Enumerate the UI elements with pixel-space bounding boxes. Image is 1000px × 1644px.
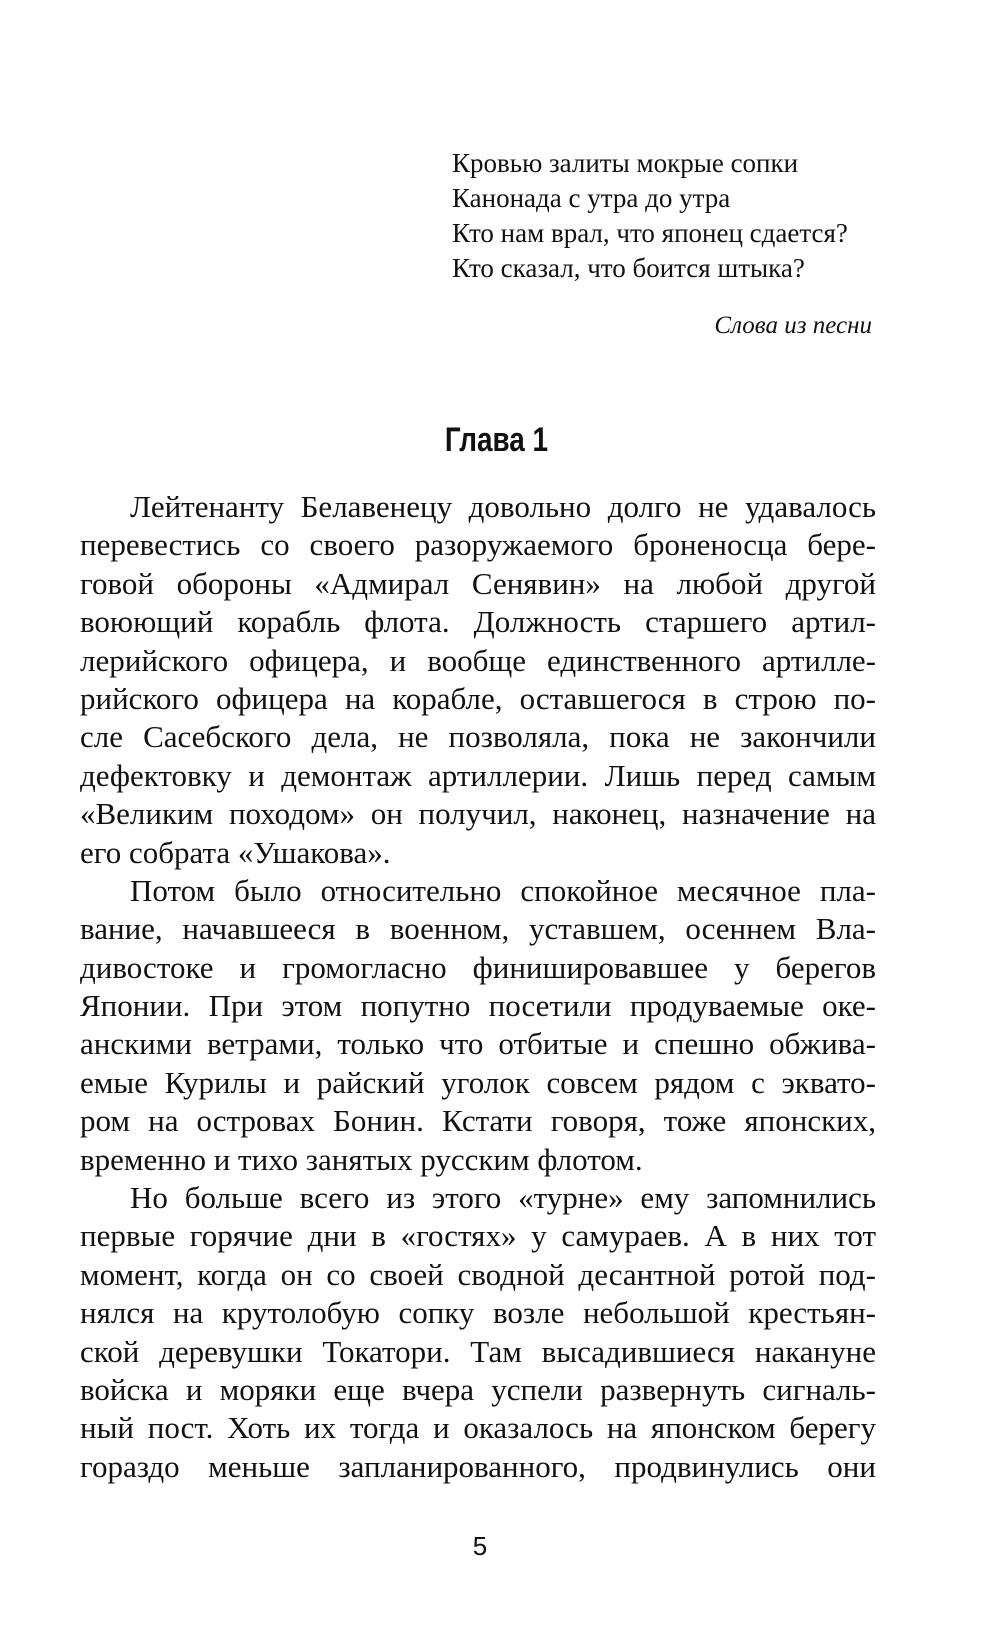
text-line: воюющий корабль флота. Должность старшего артил- — [80, 604, 876, 640]
epigraph-source: Слова из песни — [714, 312, 872, 339]
text-line: нялся на крутолобую сопку возле небольшой крестьян- — [80, 1295, 876, 1331]
text-line: момент, когда он со своей сводной десантной ротой под- — [80, 1256, 876, 1292]
chapter-title: Глава 1 — [444, 421, 548, 459]
text-line: дефектовку и демонтаж артиллерии. Лишь перед самым — [80, 757, 876, 793]
epigraph-line: Кровью залиты мокрые сопки — [452, 148, 799, 178]
epigraph-line: Канонада с утра до утра — [452, 183, 731, 213]
text-line: Лейтенанту Белавенецу довольно долго не удавалось — [130, 489, 876, 524]
text-line: дивостоке и громогласно финишировавшее у берегов — [80, 949, 876, 985]
text-line: перевестись со своего разоружаемого броненосца бере- — [80, 527, 876, 563]
text-line: емые Курилы и райский уголок совсем рядом с эквато- — [80, 1064, 876, 1100]
text-line: войска и моряки еще вчера успели развернуть сигналь- — [80, 1371, 876, 1407]
text-line: ской деревушки Токатори. Там высадившиеся накануне — [80, 1333, 876, 1369]
text-line: гораздо меньше запланированного, продвинулись они — [80, 1448, 876, 1484]
text-line: лерийского офицера, и вообще единственного артилле- — [80, 642, 876, 678]
text-line: рийского офицера на корабле, оставшегося в строю по- — [80, 680, 876, 716]
text-line: его собрата «Ушакова». — [80, 834, 391, 870]
text-line: Японии. При этом попутно посетили продуваемые оке- — [80, 988, 876, 1024]
text-line: вание, начавшееся в военном, уставшем, осеннем Вла- — [80, 911, 876, 947]
text-line: ный пост. Хоть их тогда и оказалось на японском берегу — [80, 1410, 876, 1446]
epigraph-line: Кто нам врал, что японец сдается? — [452, 218, 848, 248]
body-text — [80, 488, 876, 1486]
text-line: «Великим походом» он получил, наконец, назначение на — [80, 796, 876, 832]
epigraph — [452, 146, 882, 286]
text-line: Потом было относительно спокойное месячное пла- — [130, 872, 876, 908]
page-number: 5 — [472, 1531, 488, 1561]
text-line: временно и тихо занятых русским флотом. — [80, 1141, 643, 1177]
text-line: первые горячие дни в «гостях» у самураев. А в них тот — [80, 1218, 876, 1254]
text-line: ром на островах Бонин. Кстати говоря, тоже японских, — [80, 1103, 876, 1139]
text-line: Но больше всего из этого «турне» ему запомнились — [130, 1180, 876, 1216]
text-line: анскими ветрами, только что отбитые и спешно обжива- — [80, 1026, 876, 1062]
text-line: говой обороны «Адмирал Сенявин» на любой другой — [80, 565, 876, 601]
epigraph-line: Кто сказал, что боится штыка? — [452, 253, 805, 283]
text-line: сле Сасебского дела, не позволяла, пока не закончили — [80, 719, 876, 755]
